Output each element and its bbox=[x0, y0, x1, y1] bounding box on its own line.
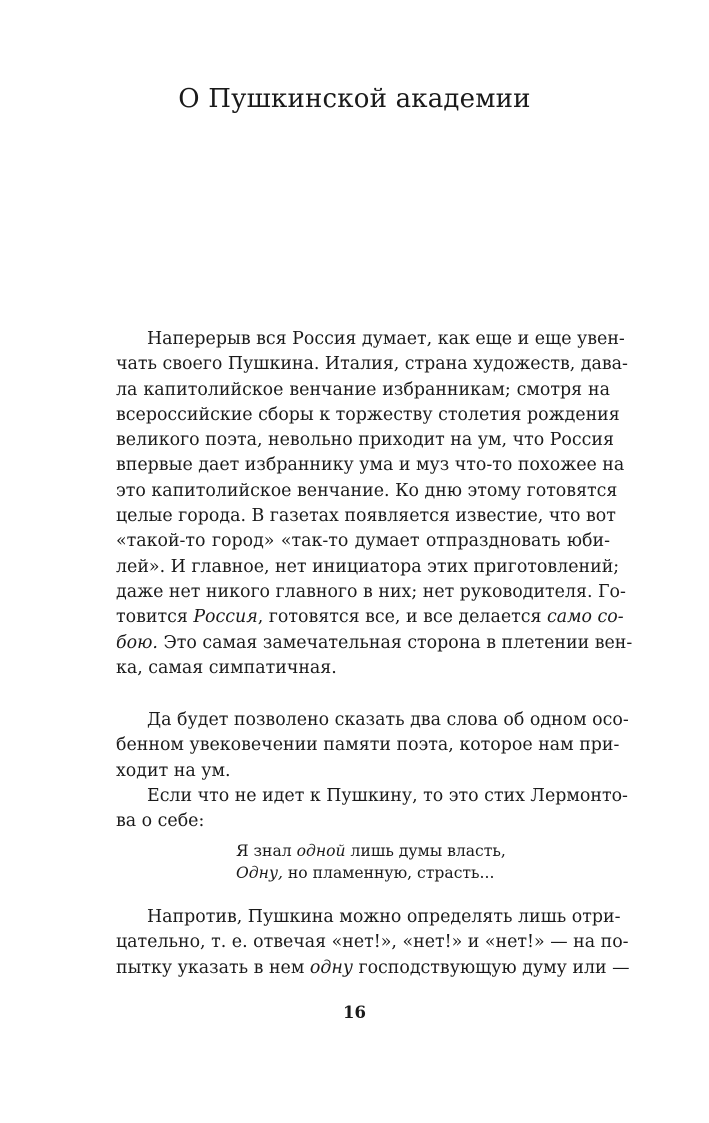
text-line bbox=[116, 605, 624, 630]
text-line: даже нет никого главного в них; нет руководителя. Го- bbox=[116, 581, 626, 602]
text-line bbox=[116, 956, 630, 981]
paragraph-4 bbox=[116, 905, 630, 981]
text-span: Это самая замечательная сторона в плетении вен- bbox=[157, 632, 633, 653]
text-line: всероссийские сборы к торжеству столетия рождения bbox=[116, 404, 620, 425]
text-line: Напротив, Пушкина можно определять лишь отри- bbox=[147, 907, 621, 927]
text-line bbox=[116, 631, 633, 656]
page-title: О Пушкинской академии bbox=[178, 84, 531, 114]
poem-line bbox=[236, 840, 506, 862]
italic-text: Россия bbox=[193, 607, 258, 628]
text-line: великого поэта, невольно приходит на ум, что Россия bbox=[116, 430, 614, 451]
text-line: целые города. В газетах появляется известие, что вот bbox=[116, 506, 616, 527]
text-span: товится bbox=[116, 607, 194, 628]
poem-line bbox=[236, 862, 506, 884]
text-line: «такой-то город» «так-то думает отпраздновать юби- bbox=[116, 531, 610, 552]
italic-text: бою. bbox=[116, 632, 158, 653]
paragraph-1 bbox=[116, 327, 633, 681]
text-line: ходит на ум. bbox=[116, 760, 231, 781]
italic-text: Одну, bbox=[236, 864, 283, 882]
italic-text: одну bbox=[309, 957, 353, 978]
text-line: чать своего Пушкина. Италия, страна художеств, дава- bbox=[116, 354, 628, 375]
text-span: , готовятся все, и все делается bbox=[257, 607, 547, 628]
poem-quote bbox=[236, 840, 506, 884]
text-line: Если что не идет к Пушкину, то это стих Лермонто- bbox=[147, 786, 628, 806]
text-span: пытку указать в нем bbox=[116, 957, 310, 978]
text-span: лишь думы власть, bbox=[345, 842, 506, 860]
page-number: 16 bbox=[343, 1003, 366, 1022]
paragraph-3 bbox=[116, 784, 628, 835]
text-span: господствующую думу или — bbox=[352, 957, 630, 978]
text-line: ла капитолийское венчание избранникам; смотря на bbox=[116, 379, 610, 400]
text-line: Наперерыв вся Россия думает, как еще и еще увен- bbox=[147, 329, 625, 349]
italic-text: одной bbox=[296, 842, 346, 860]
text-line: цательно, т. е. отвечая «нет!», «нет!» и «нет!» — на по- bbox=[116, 932, 629, 953]
text-span: Я знал bbox=[236, 842, 297, 860]
italic-text: само со- bbox=[546, 607, 624, 628]
text-line: бенном увековечении памяти поэта, которое нам при- bbox=[116, 735, 620, 756]
text-line: лей». И главное, нет инициатора этих приготовлений; bbox=[116, 556, 620, 577]
text-line: Да будет позволено сказать два слова об одном осо- bbox=[147, 710, 629, 730]
text-line: это капитолийское венчание. Ко дню этому готовятся bbox=[116, 480, 618, 501]
paragraph-2 bbox=[116, 708, 629, 784]
text-line: ка, самая симпатичная. bbox=[116, 657, 337, 678]
text-line: впервые дает избраннику ума и муз что-то похожее на bbox=[116, 455, 625, 476]
text-span: но пламенную, страсть... bbox=[282, 864, 495, 882]
text-line: ва о себе: bbox=[116, 811, 205, 832]
